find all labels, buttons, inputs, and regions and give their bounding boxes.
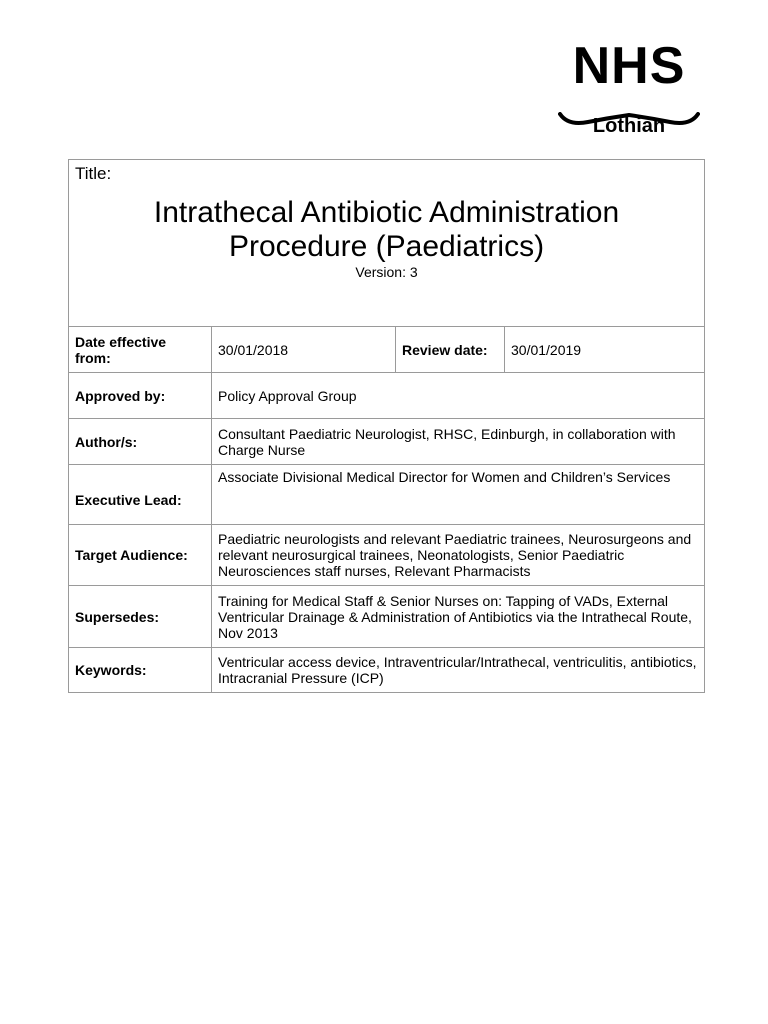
table-row (69, 465, 705, 525)
authors-label: Author/s: (69, 419, 212, 465)
target-audience-value: Paediatric neurologists and relevant Paediatric trainees, Neurosurgeons and relevant neurosurgical trainees, Neonatologists, Senior Paediatric Neurosciences staff nurses, Relevant Pharmacists (212, 525, 705, 586)
executive-lead-value: Associate Divisional Medical Director for Women and Children’s Services (212, 465, 705, 525)
authors-value: Consultant Paediatric Neurologist, RHSC, Edinburgh, in collaboration with Charge Nurse (212, 419, 705, 465)
title-cell (69, 160, 705, 327)
title-row (69, 160, 705, 327)
supersedes-label: Supersedes: (69, 586, 212, 648)
approved-by-label: Approved by: (69, 373, 212, 419)
document-info-table (68, 159, 705, 693)
table-row (69, 373, 705, 419)
table-row (69, 648, 705, 693)
table-row (69, 327, 705, 373)
nhs-lothian-logo (556, 37, 702, 140)
keywords-label: Keywords: (69, 648, 212, 693)
document-version: Version: 3 (355, 264, 418, 280)
title-label: Title: (75, 164, 112, 183)
approved-by-value: Policy Approval Group (212, 373, 705, 419)
supersedes-value: Training for Medical Staff & Senior Nurses on: Tapping of VADs, External Ventricular Drainage & Administration of Antibiotics via the Intrathecal Route, Nov 2013 (212, 586, 705, 648)
review-date-value: 30/01/2019 (505, 327, 705, 373)
date-effective-label: Date effective from: (69, 327, 212, 373)
target-audience-label: Target Audience: (69, 525, 212, 586)
logo-org-text: NHS (572, 37, 686, 95)
table-row (69, 419, 705, 465)
review-date-label: Review date: (396, 327, 505, 373)
document-title: Intrathecal Antibiotic Administration Procedure (Paediatrics) (153, 196, 620, 263)
table-row (69, 525, 705, 586)
date-effective-value: 30/01/2018 (212, 327, 396, 373)
logo-region-text: Lothian (592, 115, 666, 137)
keywords-value: Ventricular access device, Intraventricular/Intrathecal, ventriculitis, antibiotics, Intracranial Pressure (ICP) (212, 648, 705, 693)
executive-lead-label: Executive Lead: (69, 465, 212, 525)
table-row (69, 586, 705, 648)
